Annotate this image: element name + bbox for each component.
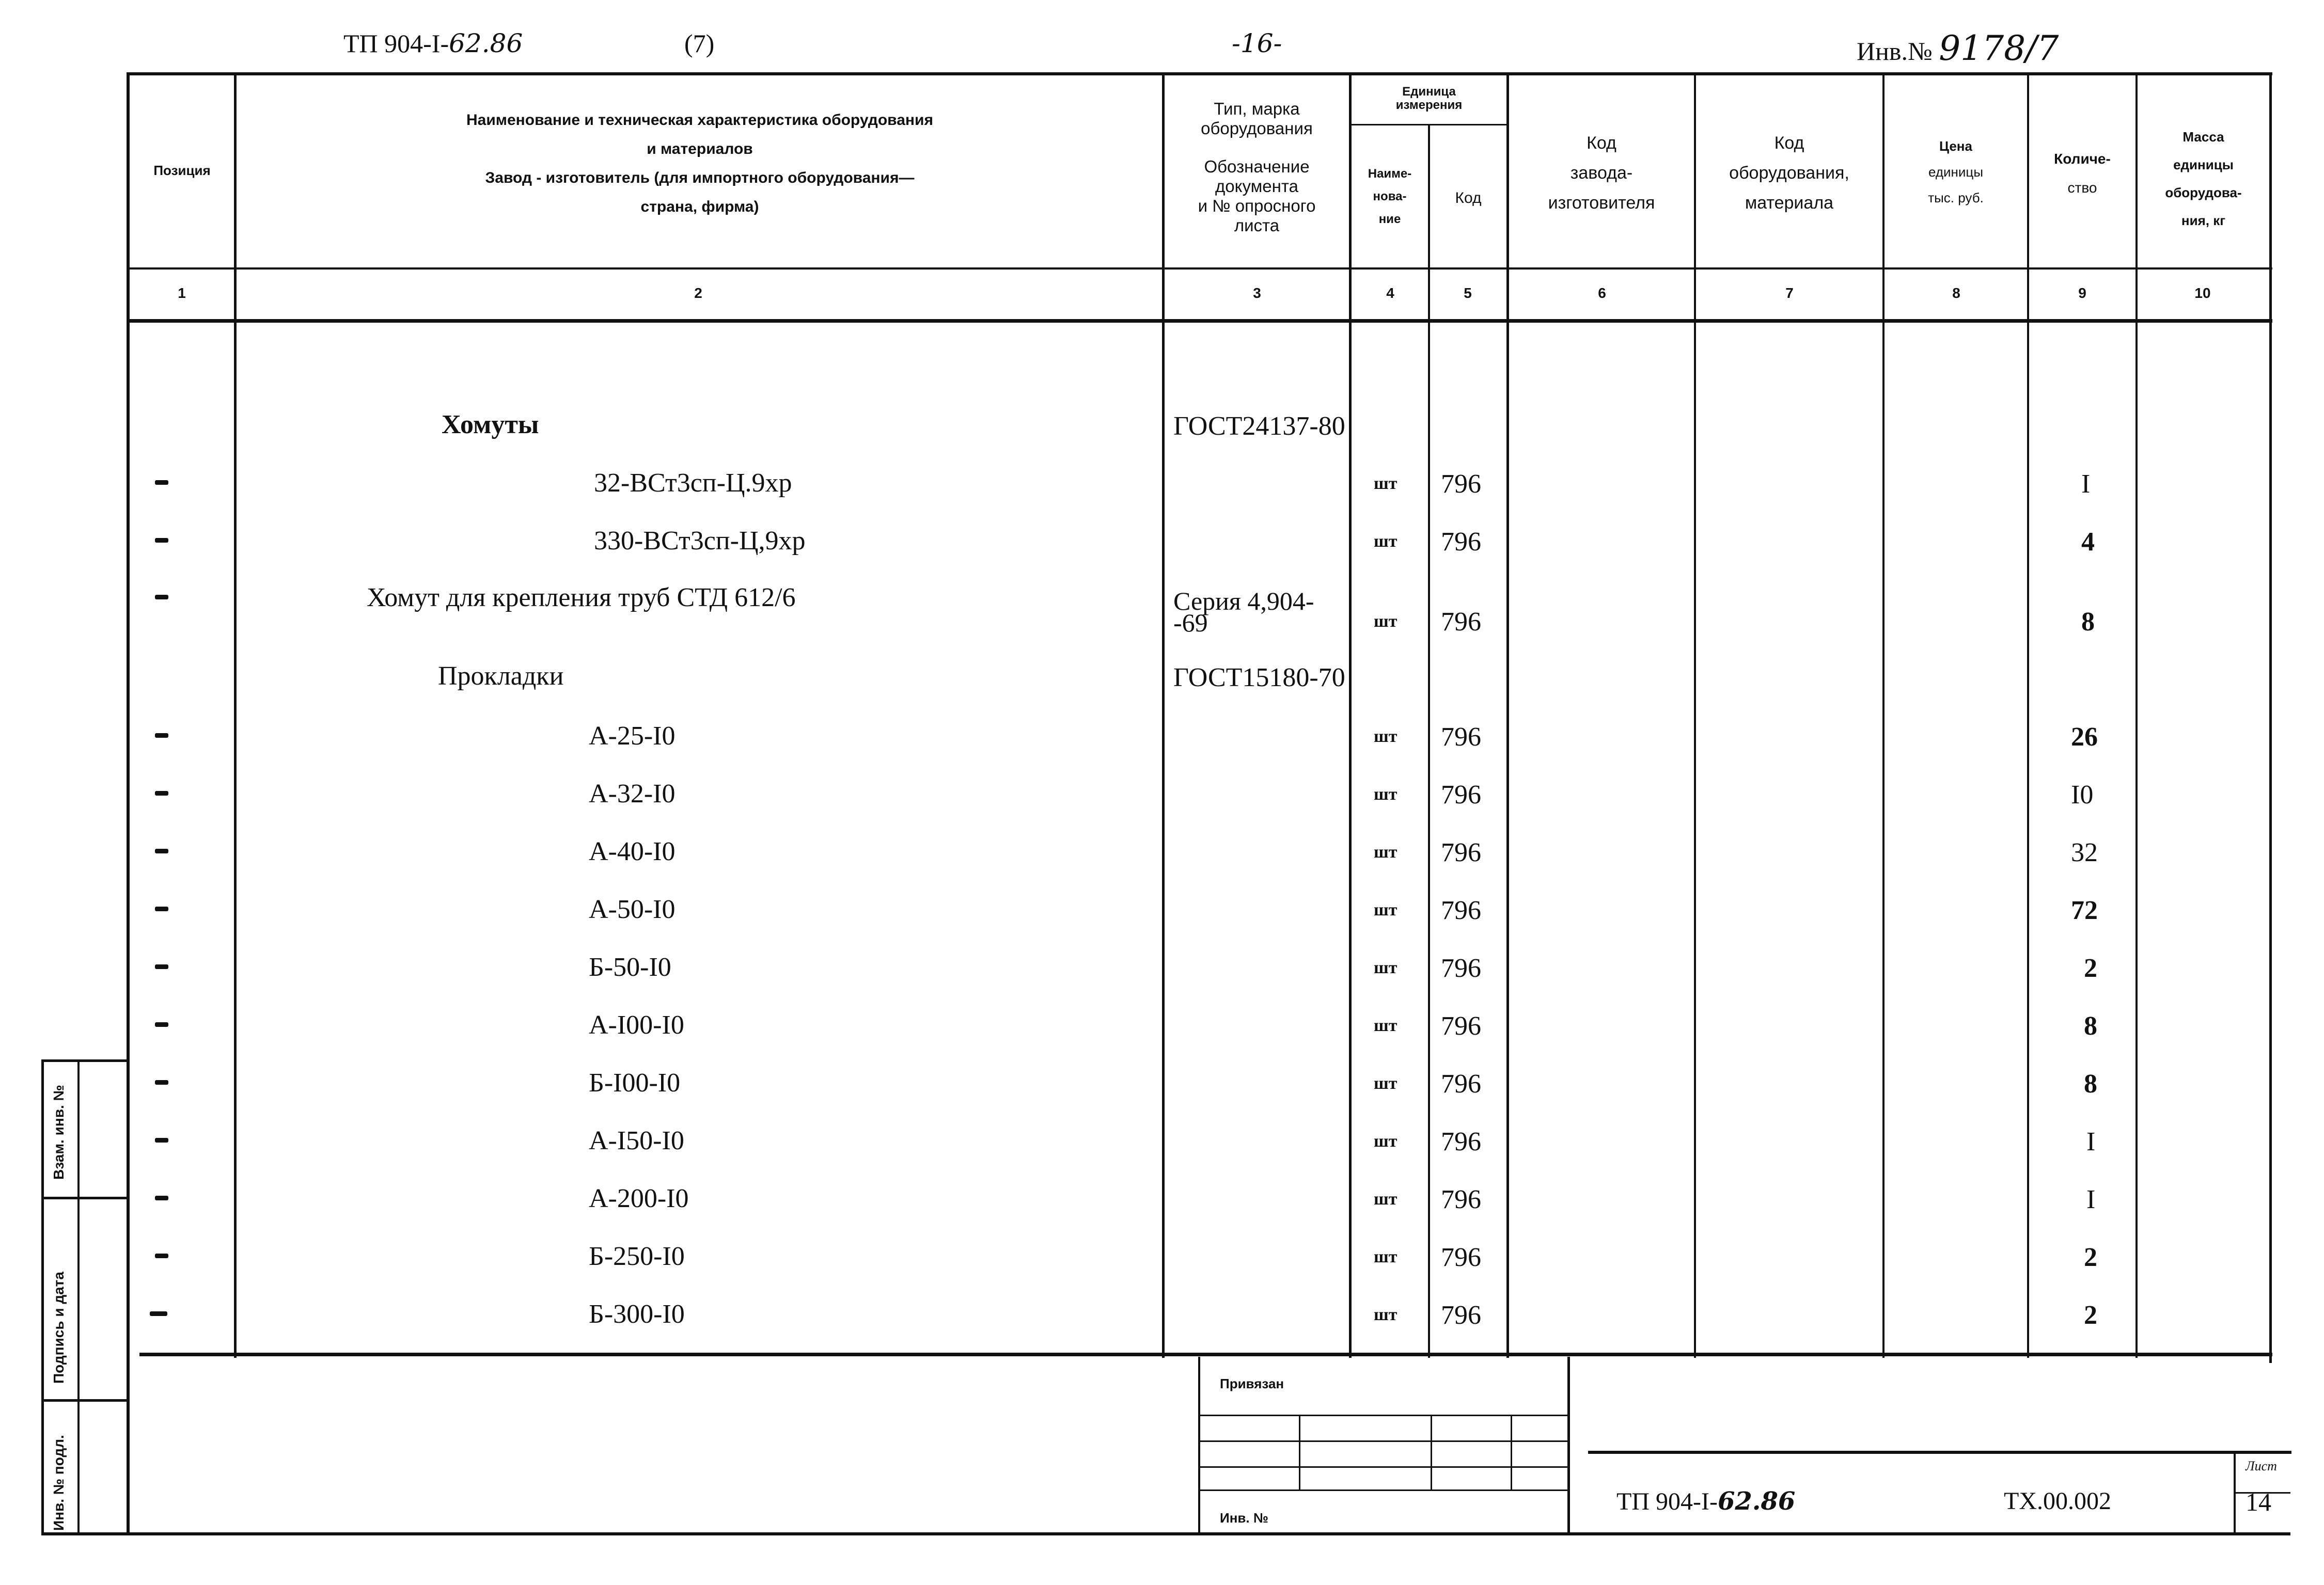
frame-bottom-border	[41, 1532, 2290, 1535]
row-name: Хомут для крепления труб СТД 612/6	[367, 583, 796, 612]
header-equipment-code-line1: Код	[1774, 133, 1804, 153]
side-strip-div-1	[41, 1197, 129, 1199]
row-name: А-25-I0	[589, 721, 676, 751]
header-name-line3: Завод - изготовитель (для импортного оборудования—	[485, 169, 915, 186]
col-divider-5	[1506, 72, 1509, 1358]
row-code: 796	[1441, 722, 1481, 752]
colnum-3: 3	[1253, 285, 1261, 301]
row-name: А-I00-I0	[589, 1010, 684, 1040]
header-type-line1: Тип, марка	[1214, 99, 1300, 118]
header-unit-name	[1352, 163, 1428, 231]
header-factory-code	[1509, 128, 1694, 218]
section-title-clamps: Хомуты	[442, 410, 539, 439]
section-title-gaskets: Прокладки	[438, 661, 564, 691]
header-type-line3: Обозначение	[1204, 157, 1310, 176]
header-position: Позиция	[153, 163, 211, 178]
title-mark: ТХ.00.002	[2004, 1487, 2111, 1515]
row-unit: шт	[1374, 532, 1397, 551]
row-unit: шт	[1374, 1132, 1397, 1151]
side-strip-left	[41, 1059, 44, 1534]
header-equipment-code-line3: материала	[1745, 193, 1834, 213]
row-qty: 8	[2084, 1011, 2097, 1041]
header-name-line1: Наименование и техническая характеристика оборудования	[466, 112, 933, 129]
header-name-line4: страна, фирма)	[640, 198, 759, 215]
doc-code-handwritten: 62.86	[449, 28, 523, 58]
table-bottom-line	[139, 1353, 2272, 1356]
col-divider-2	[1162, 72, 1165, 1358]
row-code: 796	[1441, 954, 1481, 983]
row-dash	[155, 907, 168, 911]
row-dash	[155, 595, 168, 599]
row-unit: шт	[1374, 727, 1397, 746]
header-bottom-line	[127, 267, 2272, 270]
sheet-marker: (7)	[684, 29, 715, 58]
col-divider-3	[1349, 72, 1352, 1358]
row-dash	[155, 1080, 168, 1085]
row-name: А-I50-I0	[589, 1126, 684, 1155]
header-mass	[2138, 123, 2269, 234]
header-type	[1165, 99, 1349, 235]
row-code: 796	[1441, 780, 1481, 810]
row-qty: 32	[2071, 838, 2098, 867]
header-type-line6: листа	[1234, 216, 1280, 235]
side-strip-top	[41, 1059, 129, 1062]
stamp-privyazan: Привязан	[1220, 1376, 1284, 1391]
col-divider-8	[2027, 72, 2029, 1358]
row-qty: 8	[2081, 607, 2095, 637]
row-dash	[155, 1196, 168, 1200]
row-qty: 2	[2084, 1243, 2097, 1272]
row-qty: 72	[2071, 896, 2098, 925]
colnum-1: 1	[178, 285, 186, 301]
colnum-5: 5	[1464, 285, 1472, 301]
row-code: 796	[1441, 1127, 1481, 1156]
inventory-value: 9178/7	[1939, 28, 2059, 68]
header-price-line1: Цена	[1939, 138, 1972, 154]
row-dash	[150, 1311, 167, 1316]
stamp-inv-no: Инв. №	[1220, 1510, 1268, 1526]
side-original-inv: Инв. № подл.	[51, 1435, 67, 1531]
header-factory-code-line3: изготовителя	[1548, 193, 1655, 213]
title-doc-code	[1616, 1487, 1795, 1516]
row-unit: шт	[1374, 900, 1397, 920]
col-divider-7	[1882, 72, 1885, 1358]
header-mass-line2: единицы	[2173, 157, 2234, 172]
row-name: А-32-I0	[589, 779, 676, 809]
row-qty: 8	[2084, 1069, 2097, 1099]
row-unit: шт	[1374, 1247, 1397, 1266]
doc-code-top	[343, 28, 523, 58]
frame-right-border	[2269, 72, 2272, 1363]
header-price	[1885, 133, 2027, 211]
header-quantity-line1: Количе-	[2054, 151, 2111, 167]
header-mass-line4: ния, кг	[2181, 213, 2226, 228]
doc-code-print: ТП 904-I-	[343, 29, 449, 58]
header-unit-group	[1352, 85, 1506, 112]
side-replaces-inv: Взам. инв. №	[51, 1085, 67, 1180]
title-block-top-line	[1588, 1451, 2291, 1454]
row-qty: I	[2081, 469, 2091, 499]
page-number: -16-	[1232, 28, 1282, 58]
row-code: 796	[1441, 838, 1481, 867]
frame-top-border	[127, 72, 2272, 75]
inventory-label: Инв.№	[1857, 37, 1933, 66]
header-unit-name-line3: ние	[1378, 212, 1401, 226]
row-type-cont: -69	[1173, 608, 1208, 637]
header-equipment-code-line2: оборудования,	[1729, 163, 1849, 183]
row-unit: шт	[1374, 958, 1397, 977]
header-quantity	[2029, 145, 2135, 202]
header-factory-code-line2: завода-	[1570, 163, 1633, 183]
row-code: 796	[1441, 1301, 1481, 1330]
row-dash	[155, 480, 168, 485]
row-unit: шт	[1374, 1190, 1397, 1209]
row-unit: шт	[1374, 474, 1397, 493]
row-dash	[155, 791, 168, 796]
header-name	[238, 111, 1162, 216]
header-type-line5: и № опросного	[1198, 196, 1316, 215]
side-signature-date: Подпись и дата	[51, 1272, 67, 1384]
row-type: ГОСТ24137-80	[1173, 411, 1345, 441]
row-dash	[155, 849, 168, 853]
inventory-number	[1857, 28, 2059, 68]
row-dash	[155, 1138, 168, 1143]
row-dash	[155, 964, 168, 969]
header-unit-name-line2: нова-	[1373, 189, 1407, 203]
title-doc-code-handwritten: 62.86	[1717, 1487, 1796, 1516]
row-qty: I	[2086, 1185, 2096, 1214]
stamp-box-right	[1567, 1357, 1570, 1532]
row-unit: шт	[1374, 1305, 1397, 1324]
header-unit-code: Код	[1455, 189, 1482, 207]
col-divider-1	[234, 72, 237, 1358]
row-code: 796	[1441, 1185, 1481, 1214]
stamp-inner-v1	[1299, 1415, 1300, 1489]
header-price-line2: единицы	[1928, 164, 1984, 180]
col-divider-9	[2135, 72, 2138, 1358]
header-unit-line1: Единица	[1402, 85, 1456, 99]
header-unit-name-line1: Наиме-	[1368, 167, 1412, 181]
side-strip-inner	[77, 1059, 80, 1534]
row-unit: шт	[1374, 1074, 1397, 1093]
colnum-9: 9	[2078, 285, 2086, 301]
col-divider-6	[1694, 72, 1696, 1358]
row-name: Б-300-I0	[589, 1299, 685, 1329]
colnum-10: 10	[2194, 285, 2211, 301]
row-qty: I0	[2071, 780, 2094, 810]
header-equipment-code	[1696, 128, 1882, 218]
row-code: 796	[1441, 1243, 1481, 1272]
header-price-line3: тыс. руб.	[1928, 190, 1984, 205]
header-factory-code-line1: Код	[1587, 133, 1616, 153]
frame-left-border	[127, 72, 130, 1533]
row-dash	[155, 538, 168, 543]
title-doc-code-print: ТП 904-I-	[1616, 1488, 1718, 1515]
row-unit: шт	[1374, 612, 1397, 631]
row-name: 330-ВСт3сп-Ц,9хр	[594, 526, 806, 556]
row-name: Б-I00-I0	[589, 1068, 681, 1098]
sheet-label: Лист	[2246, 1459, 2277, 1473]
colnum-7: 7	[1785, 285, 1794, 301]
row-qty: 26	[2071, 722, 2098, 752]
row-name: А-40-I0	[589, 837, 676, 866]
row-code: 796	[1441, 469, 1481, 499]
row-dash	[155, 1022, 168, 1027]
header-type-line4: документа	[1215, 177, 1298, 196]
colnum-bottom-line	[127, 319, 2272, 323]
row-qty: 4	[2081, 527, 2095, 557]
row-dash	[155, 733, 168, 738]
row-qty: I	[2086, 1127, 2096, 1156]
colnum-6: 6	[1598, 285, 1606, 301]
header-unit-line2: измерения	[1395, 98, 1463, 112]
sheet-number: 14	[2246, 1487, 2271, 1516]
row-name: А-50-I0	[589, 895, 676, 924]
row-unit: шт	[1374, 843, 1397, 862]
row-name: Б-50-I0	[589, 953, 671, 982]
stamp-box-left	[1198, 1357, 1200, 1532]
header-mass-line3: оборудова-	[2165, 185, 2242, 200]
row-code: 796	[1441, 896, 1481, 925]
row-name: А-200-I0	[589, 1184, 689, 1213]
colnum-8: 8	[1952, 285, 1960, 301]
row-code: 796	[1441, 1069, 1481, 1099]
stamp-inner-v3	[1511, 1415, 1512, 1489]
colnum-2: 2	[694, 285, 702, 301]
row-qty: 2	[2084, 954, 2097, 983]
row-qty: 2	[2084, 1301, 2097, 1330]
row-name: Б-250-I0	[589, 1242, 685, 1271]
header-quantity-line2: ство	[2067, 180, 2097, 196]
col-divider-4	[1428, 124, 1430, 1358]
stamp-line-4	[1198, 1489, 1567, 1491]
header-mass-line1: Масса	[2182, 129, 2224, 145]
stamp-inner-v2	[1431, 1415, 1432, 1489]
row-type: Серия 4,904-	[1173, 587, 1314, 615]
row-code: 796	[1441, 607, 1481, 637]
row-unit: шт	[1374, 785, 1397, 804]
row-dash	[155, 1254, 168, 1258]
header-type-line2: оборудования	[1201, 119, 1313, 138]
header-name-line2: и материалов	[647, 140, 753, 157]
row-name: 32-ВСт3сп-Ц.9хр	[594, 468, 792, 498]
side-strip-div-2	[41, 1399, 129, 1402]
row-code: 796	[1441, 1011, 1481, 1041]
row-type: ГОСТ15180-70	[1173, 663, 1345, 692]
row-unit: шт	[1374, 1016, 1397, 1035]
colnum-4: 4	[1386, 285, 1394, 301]
row-code: 796	[1441, 527, 1481, 557]
